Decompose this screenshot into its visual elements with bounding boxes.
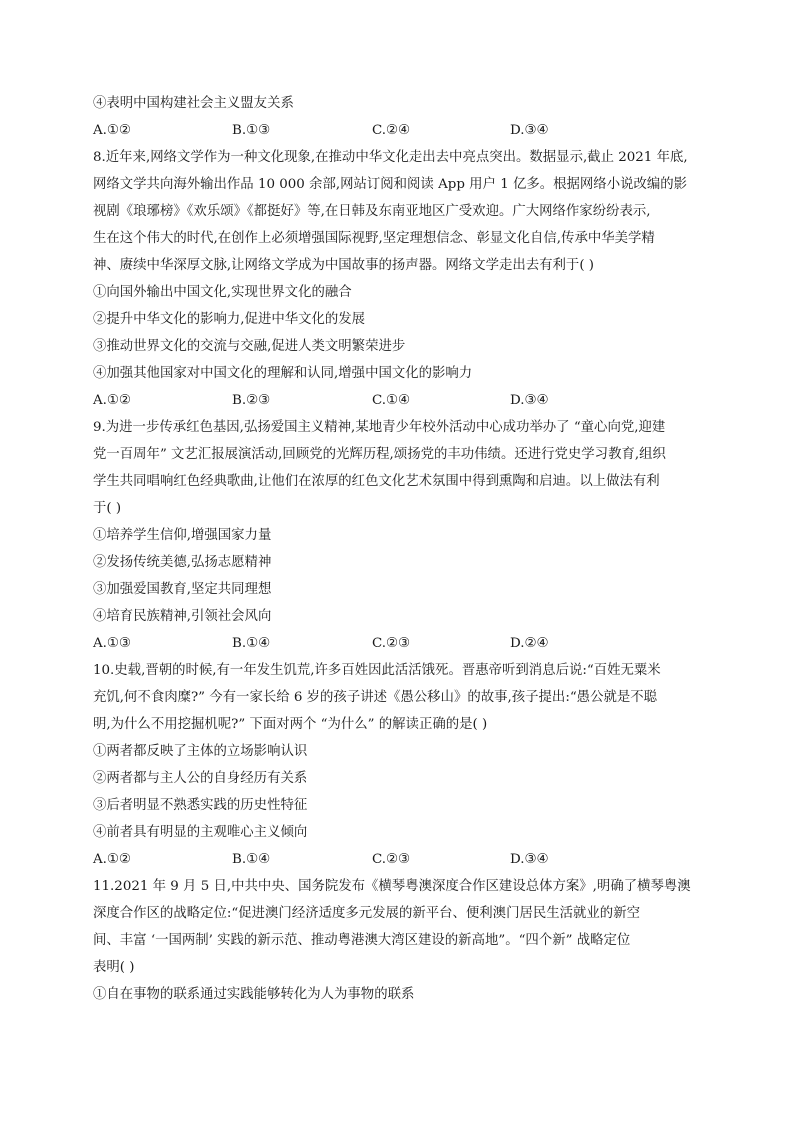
option-c: C.①④ xyxy=(372,393,411,408)
answer-item: ④表明中国构建社会主义盟友关系 xyxy=(93,96,294,111)
question-stem-line: 视剧《琅琊榜》《欢乐颂》《都挺好》等,在日韩及东南亚地区广受欢迎。广大网络作家纷纷表示, xyxy=(93,204,651,219)
option-b: B.①③ xyxy=(232,123,271,138)
answer-options xyxy=(93,846,708,873)
option-d: D.③④ xyxy=(510,123,549,138)
question-stem-line: 10.史载,晋朝的时候,有一年发生饥荒,许多百姓因此活活饿死。晋惠帝听到消息后说:“百姓无粟米 xyxy=(93,663,661,678)
question-10 xyxy=(93,657,708,873)
answer-item: ③后者明显不熟悉实践的历史性特征 xyxy=(93,798,308,813)
exam-page xyxy=(93,90,708,1008)
question-stem-line: 明,为什么不用挖掘机呢?” 下面对两个 “为什么” 的解读正确的是( ) xyxy=(93,717,488,732)
option-b: B.①④ xyxy=(232,852,271,867)
answer-options xyxy=(93,117,708,144)
answer-item: ③推动世界文化的交流与交融,促进人类文明繁荣进步 xyxy=(93,339,406,354)
question-stem-line: 党一百周年” 文艺汇报展演活动,回顾党的光辉历程,颂扬党的丰功伟绩。还进行党史学习教育,组织 xyxy=(93,447,666,462)
question-11 xyxy=(93,873,708,1008)
question-stem-line: 间、丰富 ‘一国两制’ 实践的新示范、推动粤港澳大湾区建设的新高地”。“四个新” 战略定位 xyxy=(93,933,631,948)
answer-options xyxy=(93,630,708,657)
answer-item: ③加强爱国教育,坚定共同理想 xyxy=(93,582,272,597)
option-a: A.①② xyxy=(93,393,131,408)
answer-item: ②提升中华文化的影响力,促进中华文化的发展 xyxy=(93,312,366,327)
option-d: D.②④ xyxy=(510,636,549,651)
question-8 xyxy=(93,144,708,414)
option-d: D.③④ xyxy=(510,852,549,867)
question-stem-line: 11.2021 年 9 月 5 日,中共中央、国务院发布《横琴粤澳深度合作区建设总体方案》,明确了横琴粤澳 xyxy=(93,879,691,894)
option-a: A.①② xyxy=(93,123,131,138)
option-b: B.②③ xyxy=(232,393,271,408)
question-stem-line: 于( ) xyxy=(93,501,122,516)
question-stem-line: 9.为进一步传承红色基因,弘扬爱国主义精神,某地青少年校外活动中心成功举办了 “童心向党,迎建 xyxy=(93,420,666,435)
answer-item: ④加强其他国家对中国文化的理解和认同,增强中国文化的影响力 xyxy=(93,366,473,381)
question-stem-line: 表明( ) xyxy=(93,960,135,975)
option-a: A.①② xyxy=(93,852,131,867)
answer-item: ①培养学生信仰,增强国家力量 xyxy=(93,528,272,543)
answer-options xyxy=(93,387,708,414)
answer-item: ①两者都反映了主体的立场影响认识 xyxy=(93,744,308,759)
answer-item: ②两者都与主人公的自身经历有关系 xyxy=(93,771,308,786)
option-b: B.①④ xyxy=(232,636,271,651)
answer-item: ④前者具有明显的主观唯心主义倾向 xyxy=(93,825,308,840)
answer-item: ④培育民族精神,引领社会风向 xyxy=(93,609,272,624)
question-stem-line: 8.近年来,网络文学作为一种文化现象,在推动中华文化走出去中亮点突出。数据显示,截止 2021 年底, xyxy=(93,150,688,165)
answer-item: ①自在事物的联系通过实践能够转化为人为事物的联系 xyxy=(93,987,415,1002)
option-c: C.②③ xyxy=(372,852,411,867)
question-stem-line: 生在这个伟大的时代,在创作上必须增强国际视野,坚定理想信念、彰显文化自信,传承中华美学精 xyxy=(93,231,655,246)
question-stem-line: 学生共同唱响红色经典歌曲,让他们在浓厚的红色文化艺术氛围中得到熏陶和启迪。以上做法有利 xyxy=(93,474,660,489)
option-c: C.②④ xyxy=(372,123,411,138)
question-stem-line: 充饥,何不食肉糜?” 今有一家长给 6 岁的孩子讲述《愚公移山》的故事,孩子提出:“愚公就是不聪 xyxy=(93,690,658,705)
option-a: A.①③ xyxy=(93,636,131,651)
option-d: D.③④ xyxy=(510,393,549,408)
answer-item: ①向国外输出中国文化,实现世界文化的融合 xyxy=(93,285,352,300)
question-9 xyxy=(93,414,708,657)
question-stem-line: 网络文学共向海外输出作品 10 000 余部,网站订阅和阅读 App 用户 1 亿多。根据网络小说改编的影 xyxy=(93,177,688,192)
question-stem-line: 神、赓续中华深厚文脉,让网络文学成为中国故事的扬声器。网络文学走出去有利于( ) xyxy=(93,258,595,273)
question-stem-line: 深度合作区的战略定位:“促进澳门经济适度多元发展的新平台、便利澳门居民生活就业的新空 xyxy=(93,906,640,921)
answer-item: ②发扬传统美德,弘扬志愿精神 xyxy=(93,555,272,570)
option-c: C.②③ xyxy=(372,636,411,651)
